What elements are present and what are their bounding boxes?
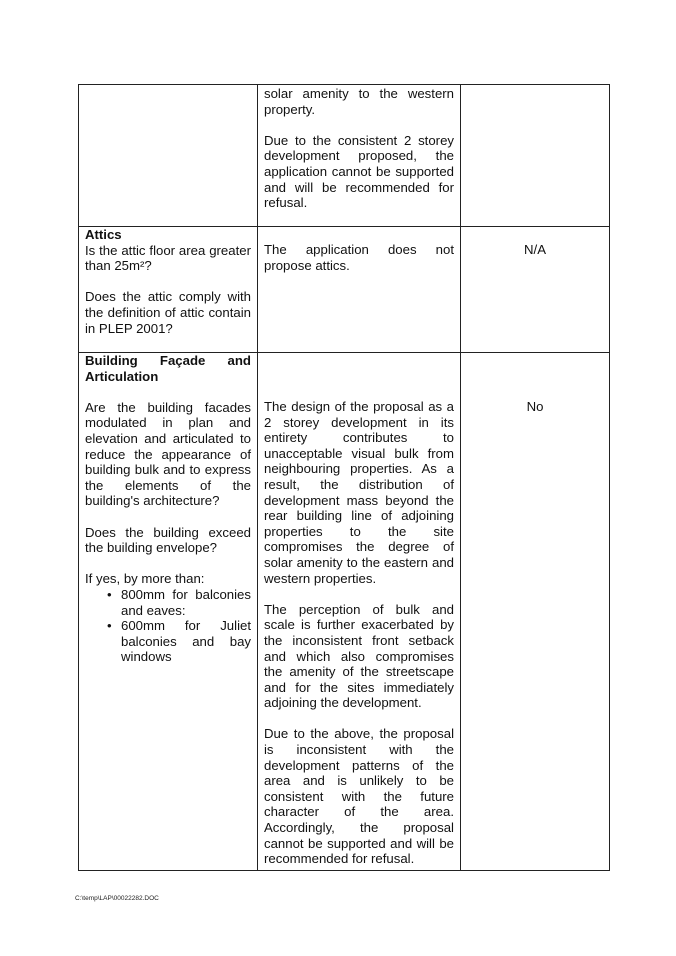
compliance-value: N/A [524, 242, 546, 257]
assessment-paragraph: Due to the consistent 2 storey development proposed, the application cannot be supported and will be recommended for refusal. [264, 132, 454, 211]
criteria-list [85, 587, 251, 665]
compliance-cell [461, 85, 610, 227]
list-item: • 600mm for Juliet balconies and bay windows [107, 618, 251, 665]
assessment-paragraph: The application does not propose attics. [264, 242, 454, 273]
document-footer-path: C:\temp\LAP\00022282.DOC [75, 895, 159, 902]
compliance-cell [461, 353, 610, 871]
assessment-table [78, 84, 610, 871]
criteria-question: Are the building facades modulated in plan and elevation and articulated to reduce the appearance of building bulk and to express the elements of the building's architecture? [85, 399, 251, 509]
assessment-cell [258, 227, 461, 353]
table-row [79, 227, 610, 353]
assessment-paragraph: Due to the above, the proposal is inconsistent with the development patterns of the area and is unlikely to be consistent with the future character of the area. Accordingly, the proposal cannot be supported and will be recommended for refusal. [264, 726, 454, 867]
assessment-paragraph: solar amenity to the western property. [264, 86, 454, 117]
assessment-paragraph: The perception of bulk and scale is further exacerbated by the inconsistent front setback and which also compromises the amenity of the streetscape and for the sites immediately adjoining the development. [264, 601, 454, 711]
criteria-question: Is the attic floor area greater than 25m²? [85, 242, 251, 274]
compliance-value: No [526, 399, 544, 414]
assessment-cell [258, 353, 461, 871]
table-row [79, 353, 610, 871]
section-heading: Attics [85, 227, 122, 242]
criteria-question: Does the attic comply with the definition of attic contain in PLEP 2001? [85, 289, 251, 336]
criteria-question: If yes, by more than: [85, 571, 205, 587]
compliance-cell [461, 227, 610, 353]
criteria-question: Does the building exceed the building envelope? [85, 524, 251, 556]
criteria-cell [79, 227, 258, 353]
criteria-cell [79, 353, 258, 871]
assessment-cell [258, 85, 461, 227]
criteria-cell [79, 85, 258, 227]
assessment-paragraph: The design of the proposal as a 2 storey development in its entirety contributes to unacceptable visual bulk from neighbouring properties. As a result, the distribution of development mass beyond the rear building line of adjoining properties to the site compromises the degree of solar amenity to the eastern and western properties. [264, 399, 454, 586]
bullet-glyph: • [107, 586, 112, 602]
table-row [79, 85, 610, 227]
section-heading: Building Façade and Articulation [85, 353, 251, 384]
list-item: • 800mm for balconies and eaves: [107, 586, 251, 618]
bullet-glyph: • [107, 618, 112, 634]
